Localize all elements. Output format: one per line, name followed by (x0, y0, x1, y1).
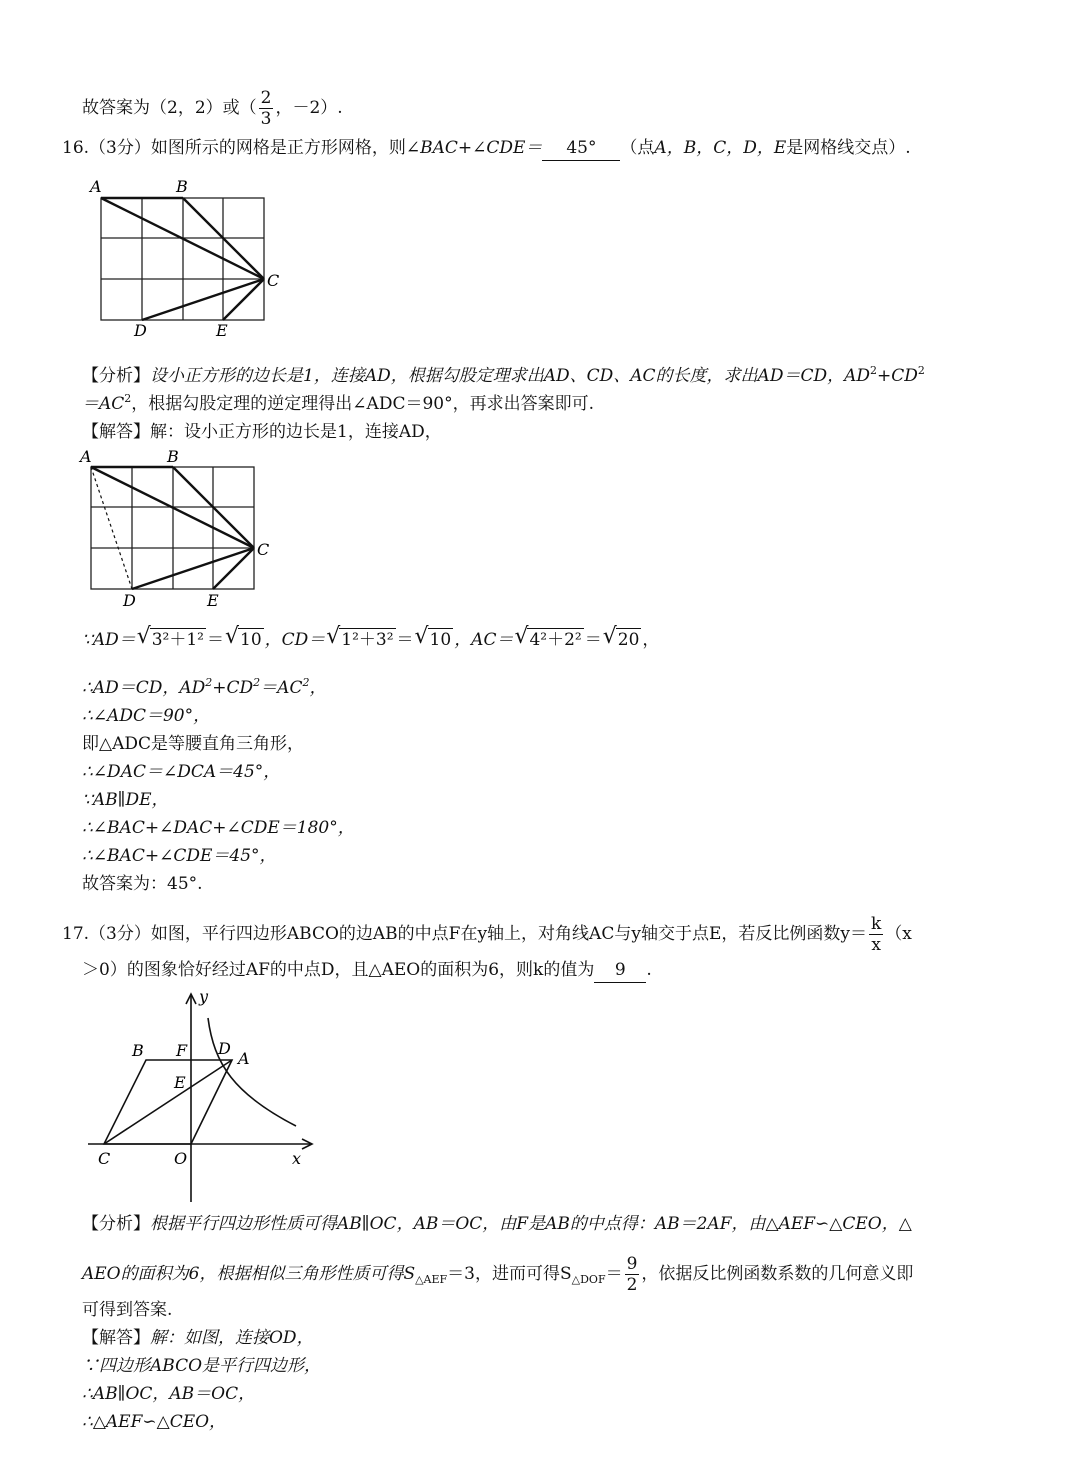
q17-stem-line2: ＞0）的图象恰好经过AF的中点D，且△AEO的面积为6，则k的值为 9 . (82, 958, 652, 983)
q16-final-answer: 故答案为：45°. (82, 874, 203, 894)
q16-sol-label-c: C (257, 540, 270, 559)
q16-label-d: D (134, 321, 147, 338)
q16-step-3: 即△ADC是等腰直角三角形， (82, 734, 304, 754)
q16-step-7: ∴∠BAC+∠CDE＝45°， (82, 846, 277, 866)
q17-answer: 9 (594, 958, 646, 983)
q16-label-b: B (176, 177, 188, 196)
q16-calc-line: ∵AD＝√ 3²＋1² ＝√ 10 ，CD＝√ 1²＋3² ＝√ 10 ，AC＝√ 4²＋2² ＝√ 20 ， (82, 628, 659, 652)
q16-stem: 16.（3分）如图所示的网格是正方形网格，则∠BAC+∠CDE＝ 45° （点A，B，C，D，E是网格线交点）. (62, 136, 911, 161)
q17-stem-line1: 17.（3分）如图，平行四边形ABCO的边AB的中点F在y轴上，对角线AC与y轴交于点E，若反比例函数y＝ $\frac{k}{x}$ （x (62, 914, 912, 955)
q17-label-f: F (176, 1041, 188, 1060)
q16-analysis-line1: 【分析】设小正方形的边长是1，连接AD，根据勾股定理求出AD、CD、AC的长度，求出AD＝CD，$AD^2+CD^2$ (82, 364, 925, 386)
q16-step-2: ∴∠ADC＝90°， (82, 706, 211, 726)
prev-answer-line (82, 88, 343, 129)
q17-label-x: x (292, 1149, 302, 1168)
prev-answer-suffix: ，－2）. (275, 98, 343, 118)
q17-analysis-head: 【分析】 (82, 1214, 150, 1234)
q17-step-3: ∴△AEF∽△CEO， (82, 1412, 227, 1432)
q17-analysis-line3: 可得到答案. (82, 1300, 173, 1320)
q16-step-1: ∴AD＝CD，$AD^2+CD^2=AC^2$， (82, 676, 327, 698)
q16-sol-label-b: B (167, 447, 179, 466)
q17-analysis-line1: 【分析】根据平行四边形性质可得AB∥OC，AB＝OC，由F是AB的中点得：AB＝2AF，由△AEF∽△CEO，△ (82, 1214, 912, 1234)
q16-grid-figure (88, 176, 293, 338)
q16-step-5: ∵AB∥DE， (82, 790, 169, 810)
q17-number: 17.（3分） (62, 924, 151, 944)
q16-solution-line1: 【解答】解：设小正方形的边长是1，连接AD， (82, 422, 442, 442)
q17-label-a: A (238, 1049, 250, 1068)
q16-grid-figure-solution (76, 446, 281, 610)
q16-analysis-line2: $=AC^2$，根据勾股定理的逆定理得出∠ADC＝90°，再求出答案即可. (82, 392, 594, 414)
q17-label-d: D (218, 1039, 231, 1058)
q16-number: 16.（3分） (62, 138, 151, 158)
q17-label-c: C (98, 1149, 111, 1168)
q16-sol-label-a: A (80, 447, 92, 466)
q17-label-e: E (174, 1073, 186, 1092)
q16-solution-head: 【解答】 (82, 422, 150, 442)
q16-analysis-head: 【分析】 (82, 366, 150, 386)
q16-label-e: E (216, 321, 228, 338)
prev-answer-prefix: 故答案为（2，2）或（ (82, 98, 257, 118)
q16-step-6: ∴∠BAC+∠DAC+∠CDE＝180°， (82, 818, 355, 838)
q16-answer: 45° (542, 136, 620, 161)
q17-label-b: B (132, 1041, 144, 1060)
q17-analysis-fraction: $\frac{9}{2}$ (626, 1254, 638, 1295)
q16-label-c: C (267, 271, 280, 290)
q17-coordinate-figure (84, 984, 324, 1206)
q16-sol-label-d: D (123, 591, 136, 610)
q17-step-2: ∴AB∥OC，AB＝OC， (82, 1384, 256, 1404)
prev-answer-fraction: $\frac{2}{3}$ (260, 88, 272, 129)
q17-step-1: ∵四边形ABCO是平行四边形， (82, 1356, 322, 1376)
q17-solution-line1: 【解答】解：如图，连接OD， (82, 1328, 314, 1348)
q16-step-4: ∴∠DAC＝∠DCA＝45°， (82, 762, 281, 782)
q17-function-fraction: $\frac{k}{x}$ (870, 914, 882, 955)
q17-solution-head: 【解答】 (82, 1328, 150, 1348)
q16-sol-label-e: E (207, 591, 219, 610)
q17-label-o: O (174, 1149, 188, 1168)
q16-label-a: A (90, 177, 102, 196)
q17-analysis-line2: AEO的面积为6，根据相似三角形性质可得$S_{\triangle AEF}=3$，进而可得$S_{\triangle DOF}=$ $\frac{9}{2}$ ，依据反比例函数系数的几何意义即 (82, 1254, 914, 1295)
q17-label-y: y (199, 987, 209, 1006)
